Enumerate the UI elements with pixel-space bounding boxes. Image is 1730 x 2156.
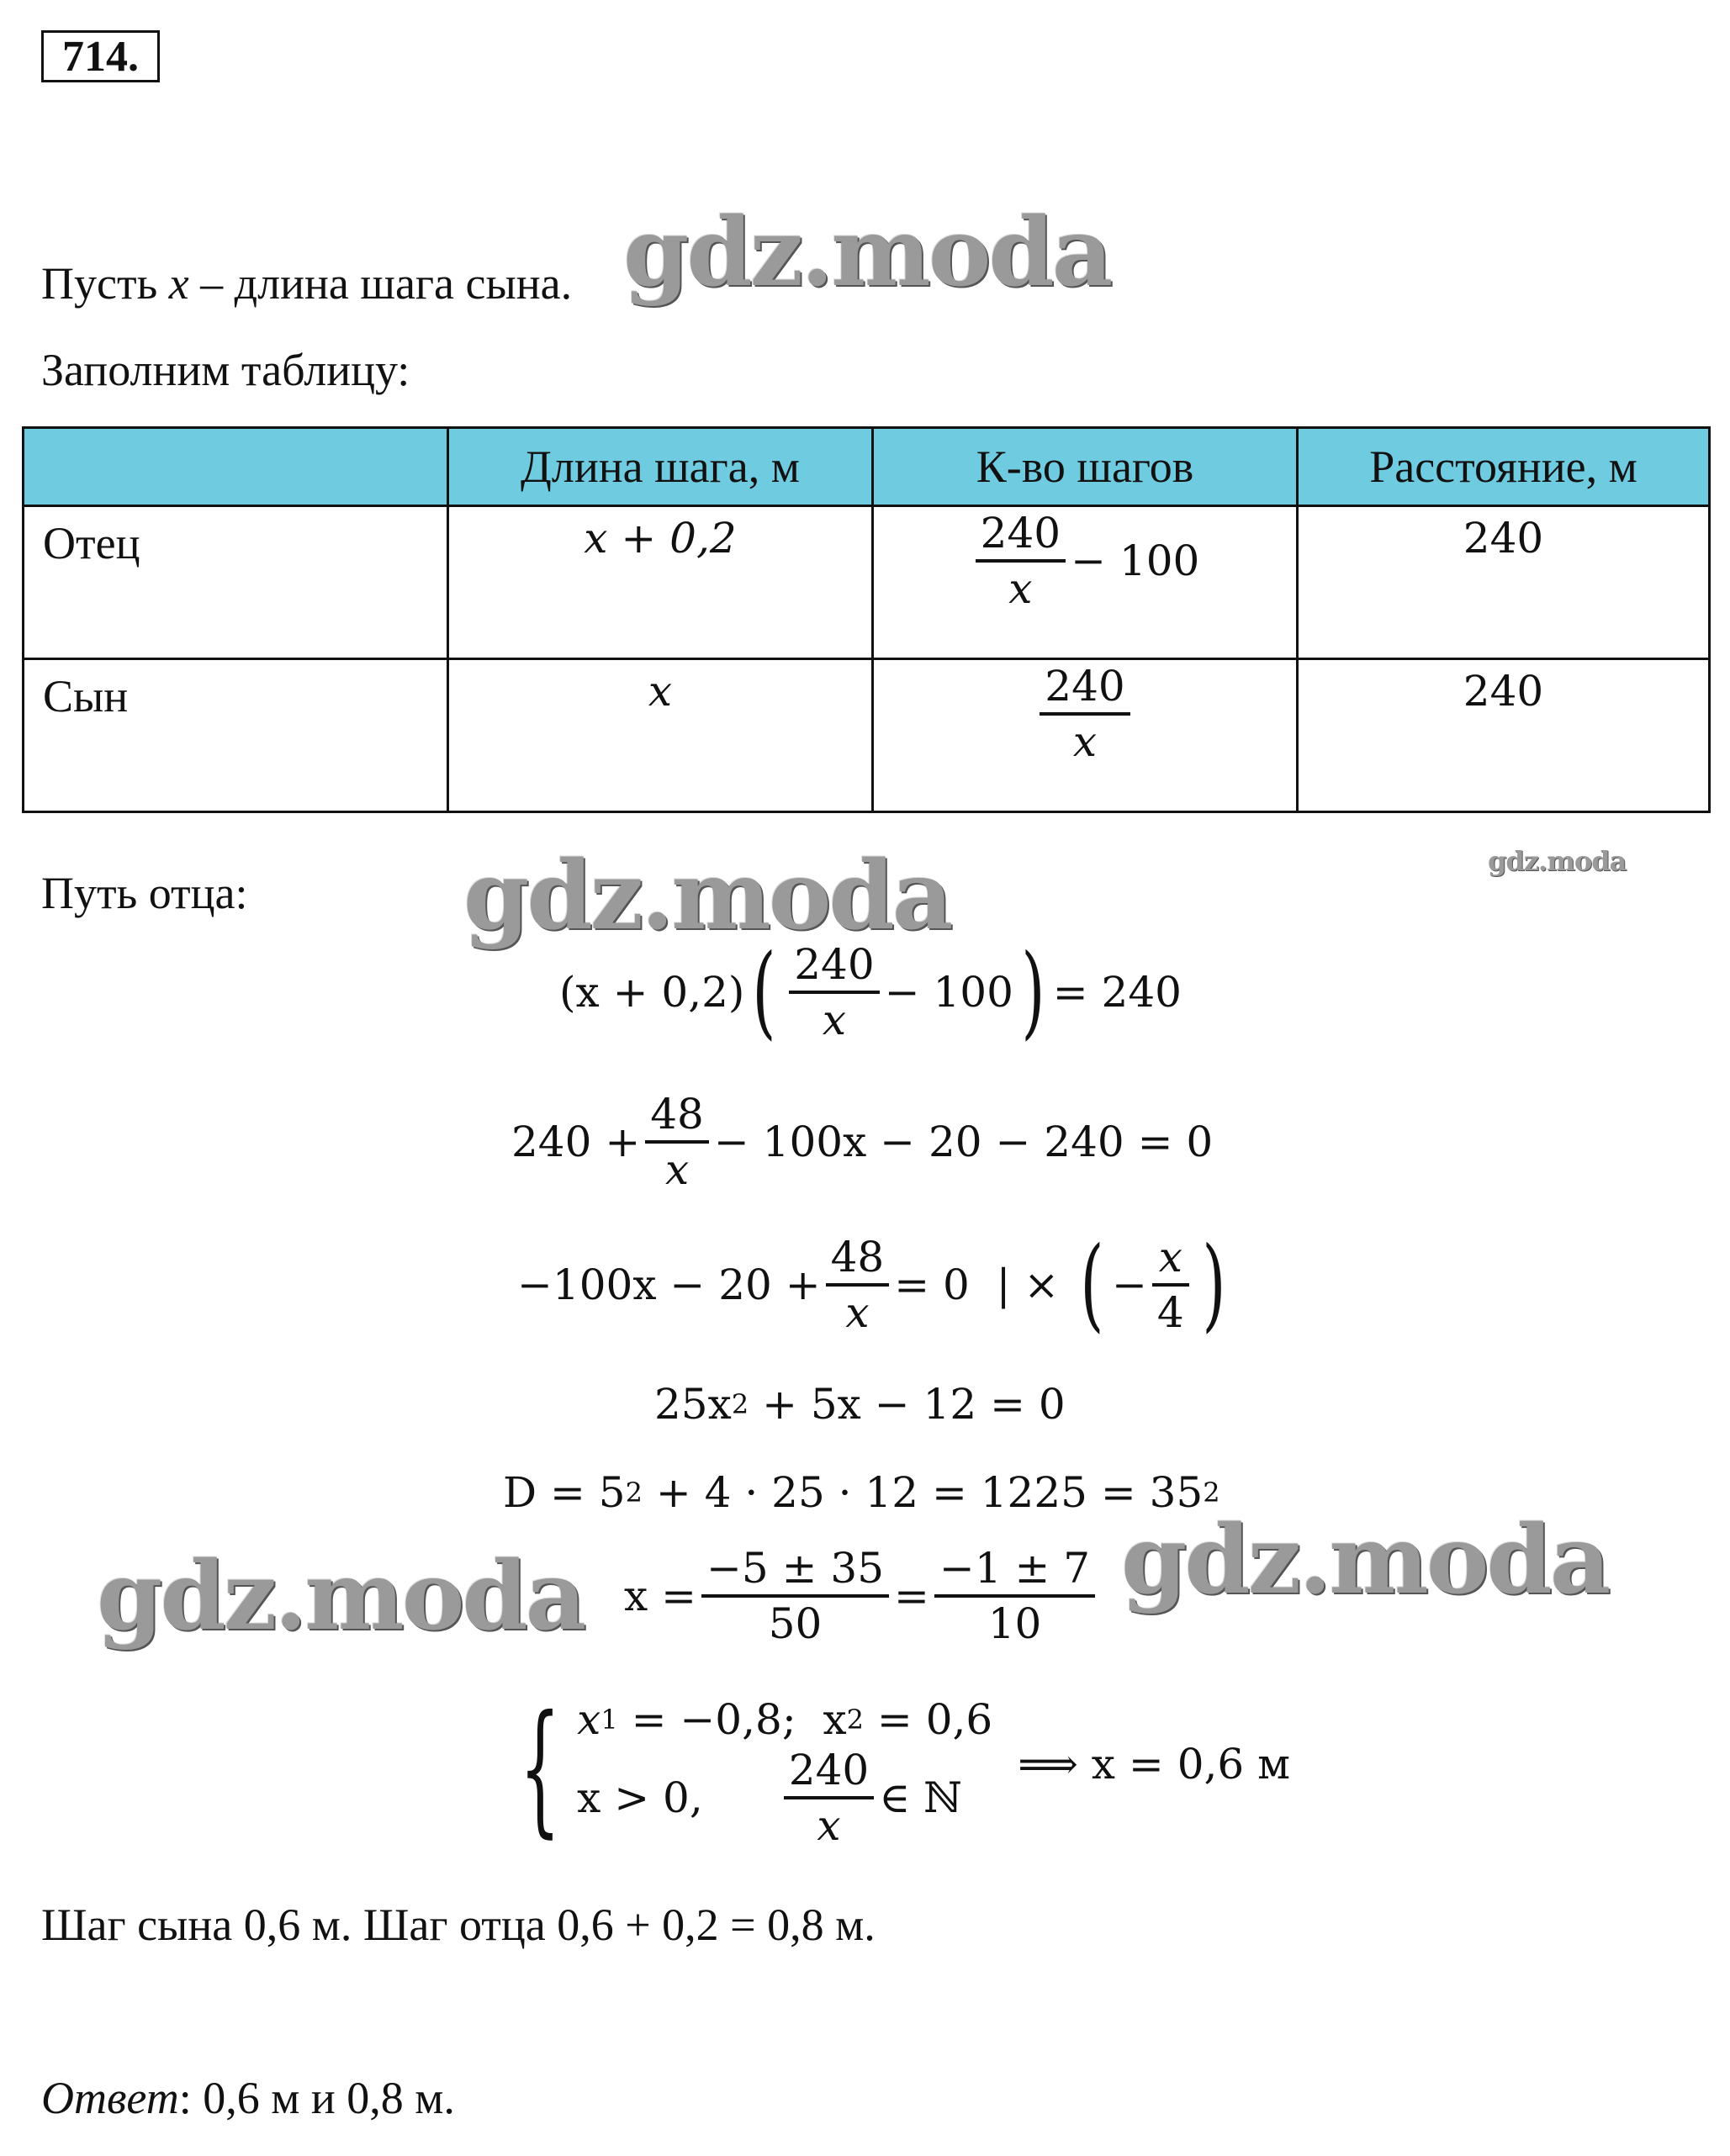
denominator: x	[784, 1796, 874, 1847]
denominator: 4	[1152, 1283, 1189, 1334]
eq-part: − 100	[884, 968, 1013, 1017]
denominator: x	[1040, 712, 1130, 763]
fraction	[976, 509, 1066, 613]
fraction	[1040, 662, 1130, 766]
paren-close: )	[1202, 1226, 1226, 1343]
numerator: x	[1158, 1233, 1182, 1281]
equation-5: D = 5 2 + 4 · 25 · 12 = 1225 = 35 2	[503, 1468, 1220, 1517]
distance-value: 240	[1463, 514, 1544, 563]
denominator: x	[645, 1140, 709, 1191]
table-header-row	[24, 428, 1710, 506]
task-number: 714.	[41, 30, 160, 82]
distance-value: 240	[1463, 667, 1544, 716]
father-path-label: Путь отца:	[41, 868, 248, 918]
fraction	[934, 1544, 1095, 1648]
eq-part: (x + 0,2)	[559, 968, 745, 1017]
table-row	[24, 659, 1710, 812]
eq-part: D = 5	[503, 1468, 626, 1517]
system-line-1: x 1 = −0,8; x 2 = 0,6	[577, 1695, 993, 1744]
system-of-conditions	[495, 1685, 1290, 1852]
denominator: 50	[701, 1594, 889, 1645]
step-value: x	[648, 667, 673, 716]
paren-open: (	[1080, 1226, 1104, 1343]
count-cell	[873, 506, 1298, 659]
intro-post: – длина шага сына.	[188, 258, 573, 309]
step-cell	[448, 506, 873, 659]
eq-part: x > 0,	[577, 1773, 703, 1822]
header-cell: К-во шагов	[873, 428, 1298, 506]
numerator: 240	[1045, 662, 1125, 711]
step-cell	[448, 659, 873, 812]
fraction	[826, 1233, 890, 1337]
numerator: −1 ± 7	[939, 1544, 1091, 1593]
row-label: Сын	[24, 659, 448, 812]
system-result: ⟹ x = 0,6 м	[1018, 1740, 1290, 1789]
fraction	[789, 940, 879, 1044]
fraction	[645, 1090, 709, 1194]
equation-1	[559, 933, 1182, 1050]
conclusion: Шаг сына 0,6 м. Шаг отца 0,6 + 0,2 = 0,8 м.	[41, 1900, 876, 1950]
numerator: 48	[830, 1233, 885, 1281]
eq-part: x	[577, 1695, 601, 1744]
distance-cell	[1298, 659, 1710, 812]
equation-3	[517, 1226, 1234, 1343]
step-value: x + 0,2	[584, 514, 737, 563]
count-rest: − 100	[1071, 536, 1200, 585]
brace-icon: {	[519, 1685, 561, 1852]
numerator: 240	[788, 1746, 870, 1794]
data-table	[22, 426, 1711, 813]
eq-part: ∈ ℕ	[879, 1773, 962, 1822]
watermark: gdz.moda	[1121, 1505, 1609, 1615]
intro-text	[41, 258, 573, 309]
eq-part: =	[894, 1572, 929, 1620]
fraction	[701, 1544, 889, 1648]
eq-part: − 100x − 20 − 240 = 0	[713, 1118, 1214, 1166]
header-cell	[24, 428, 448, 506]
eq-part: 25x	[654, 1380, 732, 1429]
distance-cell	[1298, 506, 1710, 659]
watermark: gdz.moda	[623, 198, 1111, 308]
answer	[41, 2075, 455, 2121]
eq-part: 240 +	[511, 1118, 641, 1166]
equation-6	[624, 1544, 1100, 1648]
header-cell: Расстояние, м	[1298, 428, 1710, 506]
row-label: Отец	[24, 506, 448, 659]
eq-part: + 5x − 12 = 0	[749, 1380, 1066, 1429]
numerator: 240	[794, 940, 875, 989]
intro-pre: Пусть	[41, 258, 169, 309]
answer-label: Ответ	[41, 2073, 179, 2123]
equation-4: 25x 2 + 5x − 12 = 0	[654, 1380, 1066, 1429]
eq-part: + 4 · 25 · 12 = 1225 = 35	[642, 1468, 1204, 1517]
eq-part: = 0 | ×	[894, 1260, 1073, 1309]
header-cell: Длина шага, м	[448, 428, 873, 506]
denominator: x	[826, 1283, 890, 1334]
watermark: gdz.moda	[463, 841, 951, 951]
eq-part: = −0,8; x	[617, 1695, 847, 1744]
fraction	[1152, 1233, 1189, 1337]
system-line-2	[577, 1746, 992, 1850]
denominator: 10	[934, 1594, 1095, 1645]
eq-part: −	[1112, 1260, 1147, 1309]
intro-var: x	[168, 258, 189, 309]
fill-table-label: Заполним таблицу:	[41, 345, 410, 395]
count-cell	[873, 659, 1298, 812]
answer-text: : 0,6 м и 0,8 м.	[178, 2073, 455, 2123]
paren-close: )	[1021, 933, 1045, 1050]
eq-part: = 0,6	[864, 1695, 993, 1744]
denominator: x	[789, 991, 879, 1041]
eq-part: = 240	[1052, 968, 1182, 1017]
numerator: −5 ± 35	[706, 1544, 885, 1593]
numerator: 240	[980, 509, 1061, 557]
eq-part: −100x − 20 +	[517, 1260, 821, 1309]
paren-open: (	[752, 933, 776, 1050]
eq-part: x =	[624, 1572, 696, 1620]
denominator: x	[976, 559, 1066, 610]
watermark-small: gdz.moda	[1488, 845, 1627, 877]
equation-2	[511, 1090, 1214, 1194]
fraction	[784, 1746, 874, 1850]
table-row	[24, 506, 1710, 659]
numerator: 48	[650, 1090, 704, 1139]
watermark: gdz.moda	[97, 1541, 585, 1651]
